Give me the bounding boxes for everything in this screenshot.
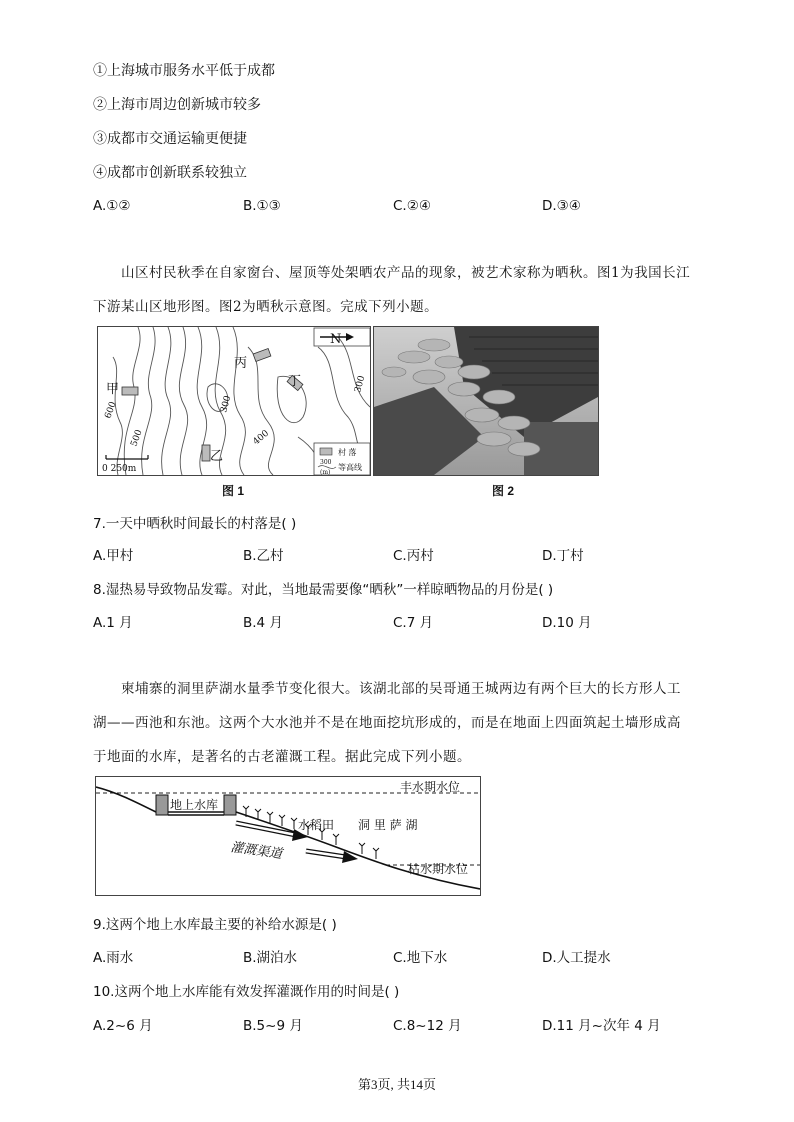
q9-option-c[interactable]: C.地下水 — [393, 950, 448, 966]
question-9: 9.这两个地上水库最主要的补给水源是( ) — [93, 917, 337, 933]
reservoir-label: 地上水库 — [170, 798, 219, 812]
q9-option-b[interactable]: B.湖泊水 — [243, 950, 298, 966]
q6-option-a[interactable]: A.①② — [93, 198, 131, 214]
passage-2: 柬埔寨的洞里萨湖水量季节变化很大。该湖北部的吴哥通王城两边有两个巨大的长方形人工湖——西池和东池。这两个大水池并不是在地面挖坑形成的，而是在地面上四面筑起土墙形成高于地面的水库，是著名的古老灌溉工程。据此完成下列小题。 — [93, 681, 681, 765]
contour-label-500: 500 — [129, 428, 145, 449]
lake-label: 洞 里 萨 湖 — [358, 818, 418, 832]
contour-label-300-b: 300 — [353, 374, 368, 394]
q9-option-d[interactable]: D.人工提水 — [542, 950, 611, 966]
q10-option-c[interactable]: C.8~12 月 — [393, 1018, 462, 1034]
q10-option-d[interactable]: D.11 月~次年 4 月 — [542, 1018, 661, 1034]
canal-label: 灌溉渠道 — [229, 840, 284, 863]
q8-option-b[interactable]: B.4 月 — [243, 615, 283, 631]
passage-1: 山区村民秋季在自家窗台、屋顶等处架晒农产品的现象，被艺术家称为晒秋。图1为我国长江下游某山区地形图。图2为晒秋示意图。完成下列小题。 — [93, 265, 691, 315]
reservoir-wall-left — [156, 795, 168, 815]
q8-option-a[interactable]: A.1 月 — [93, 615, 133, 631]
legend-unit: (m) — [320, 469, 331, 475]
scale-label: 0 250m — [102, 464, 137, 474]
question-7: 7.一天中晒秋时间最长的村落是( ) — [93, 516, 297, 532]
high-water-label: 丰水期水位 — [400, 780, 461, 794]
figure-3-cross-section — [95, 776, 481, 896]
village-bing-label: 丙 — [234, 356, 248, 371]
low-water-label: 枯水期水位 — [408, 862, 469, 876]
figure-2-caption: 图 2 — [492, 484, 515, 498]
q7-option-a[interactable]: A.甲村 — [93, 548, 134, 564]
contour-map-svg — [98, 327, 370, 475]
legend-contour-sample: 300 — [320, 459, 332, 466]
village-jia-marker — [122, 387, 138, 395]
contour-label-600: 600 — [103, 400, 119, 421]
figure-2-photo — [373, 326, 599, 476]
village-yi-label: 乙 — [210, 449, 224, 464]
statement-4: ④成都市创新联系较独立 — [93, 165, 247, 181]
paddy-label: 水稻田 — [298, 818, 335, 832]
contour-label-400: 400 — [251, 428, 272, 448]
village-bing-marker — [253, 349, 271, 362]
statement-2: ②上海市周边创新城市较多 — [93, 97, 261, 113]
legend-contour-label: 等高线 — [338, 463, 362, 472]
q10-option-b[interactable]: B.5~9 月 — [243, 1018, 303, 1034]
legend-village-label: 村 落 — [338, 448, 357, 457]
q7-option-b[interactable]: B.乙村 — [243, 548, 284, 564]
reservoir-wall-right — [224, 795, 236, 815]
village-yi-marker — [202, 445, 210, 461]
q6-option-d[interactable]: D.③④ — [542, 198, 581, 214]
q9-option-a[interactable]: A.雨水 — [93, 950, 134, 966]
q8-option-c[interactable]: C.7 月 — [393, 615, 434, 631]
contour-label-300-a: 300 — [219, 394, 234, 414]
question-10: 10.这两个地上水库能有效发挥灌溉作用的时间是( ) — [93, 984, 400, 1000]
q10-option-a[interactable]: A.2~6 月 — [93, 1018, 153, 1034]
cross-section-svg — [96, 777, 480, 895]
statement-3: ③成都市交通运输更便捷 — [93, 131, 247, 147]
q7-option-c[interactable]: C.丙村 — [393, 548, 434, 564]
village-jia-label: 甲 — [106, 382, 120, 397]
q7-option-d[interactable]: D.丁村 — [542, 548, 584, 564]
statement-1: ①上海城市服务水平低于成都 — [93, 63, 275, 79]
page-footer: 第3页, 共14页 — [357, 1077, 436, 1092]
q6-option-c[interactable]: C.②④ — [393, 198, 431, 214]
q8-option-d[interactable]: D.10 月 — [542, 615, 592, 631]
figure-1-caption: 图 1 — [222, 484, 245, 498]
figure-1-contour-map — [97, 326, 371, 476]
north-label: N — [330, 332, 342, 347]
village-ding-label: 丁 — [288, 374, 302, 389]
north-arrow-head — [346, 333, 354, 341]
question-8: 8.湿热易导致物品发霉。对此，当地最需要像“晒秋”一样晾晒物品的月份是( ) — [93, 582, 554, 598]
drying-photo-svg — [374, 327, 598, 475]
q6-option-b[interactable]: B.①③ — [243, 198, 281, 214]
